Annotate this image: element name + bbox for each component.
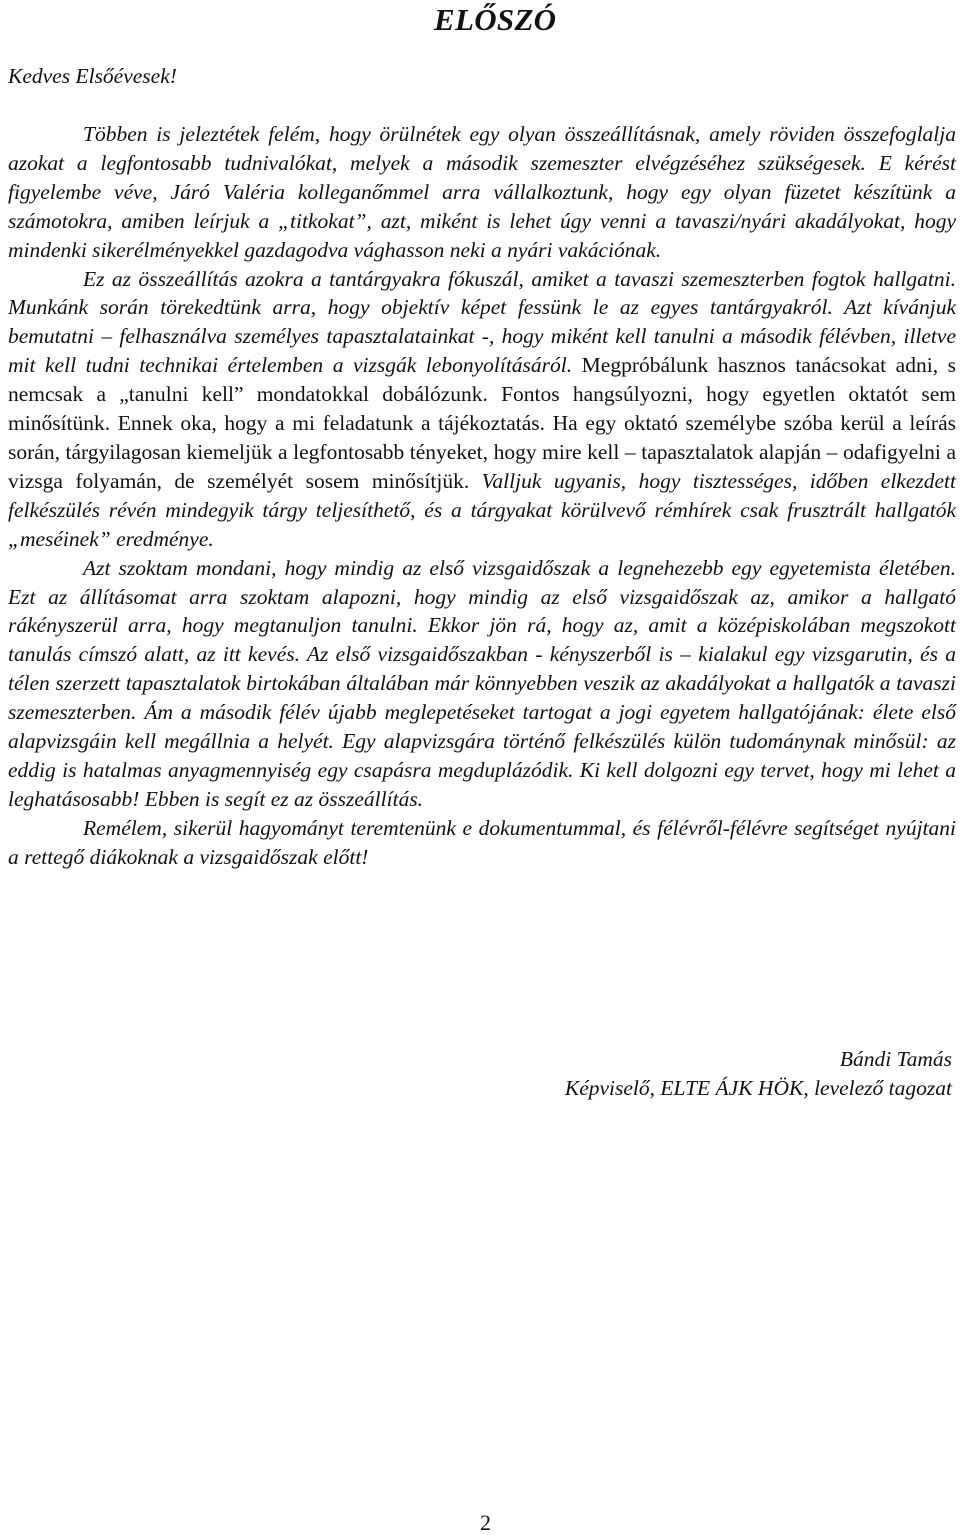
text-run: Ekkor jön rá, hogy az, amit a középiskolában megszokott tanulás címszó alatt, az itt kevés. [8,613,956,667]
text-run: Ez az összeállítás azokra a tantárgyakra fókuszál, amiket a tavaszi szemeszterben fogtok hallgatni. [83,266,956,291]
paragraph-1 [8,120,956,265]
signature-role: Képviselő, ELTE ÁJK HÖK, levelező tagozat [564,1076,952,1100]
text-run: E kérést figyelembe véve, Járó Valéria kolleganőmmel arra vállalkoztunk, hogy egy olyan füzetet készítünk a számotokra, amiben leírjuk a „titkokat”, azt, miként is lehet úgy venni a tavaszi/nyári akadályokat, hogy mindenki sikerélményekkel gazdagodva vághasson neki a nyári vakációnak. [8,150,957,262]
text-run: Megpróbálunk hasznos tanácsokat adni, s nemcsak a „tanulni kell” mondatokkal dobálózunk. [8,353,956,407]
document-body [8,120,956,872]
document-title: ELŐSZÓ [434,2,557,37]
text-run: Fontos hangsúlyozni, hogy egyetlen oktatót sem minősítünk. Ennek oka, hogy a mi feladatunk a tájékoztatás. [8,382,956,436]
paragraph-4 [8,814,956,872]
text-run: Remélem, sikerül hagyományt teremtenünk e dokumentummal, és félévről-félévre segítséget nyújtani a rettegő diákoknak a vizsgaidőszak előtt! [8,815,956,869]
greeting: Kedves Elsőévesek! [8,64,177,88]
text-run: Egy alapvizsgára történő felkészülés külön tudománynak minősül: az eddig is hatalmas anyagmennyiség egy csapásra megduplázódik. [8,729,956,782]
text-run: Ezt az állításomat arra szoktam alapozni, hogy mindig az első vizsgaidőszak az, amikor a hallgató rákényszerül arra, hogy megtanuljon tanulni. [8,584,956,638]
paragraph-3 [8,554,956,814]
text-run: Azt kívánjuk bemutatni – felhasználva személyes tapasztalatainkat -, hogy miként kell tanulni a második félévben, illetve mit kell tudni technikai értelemben a vizsgák lebonyolításáról. [8,295,956,378]
page-number: 2 [480,1510,491,1535]
paragraph-2 [8,265,956,554]
signature-block [565,1045,952,1103]
text-run: Valljuk ugyanis, hogy tisztességes, időben elkezdett felkészülés révén mindegyik tárgy teljesíthető, és a tárgyakat körülvevő rémhírek csak frusztrált hallgatók „meséinek” eredménye. [8,468,957,551]
text-run: Azt szoktam mondani, hogy mindig az első vizsgaidőszak a legnehezebb egy egyetemista életében. [83,555,956,580]
text-run: Ha egy oktató személybe szóba kerül a leírás során, tárgyilagosan kiemeljük a legfontosabb tényeket, hogy mire kell – tapasztalatok alapján – odafigyelni a vizsga folyamán, de személyét sosem minősítjük. [8,411,956,493]
text-run: Többen is jeleztétek felém, hogy örülnétek egy olyan összeállításnak, amely röviden összefoglalja azokat a legfontosabb tudnivalókat, melyek a második szemeszter elvégzéséhez szükségesek. [8,122,956,175]
signature-name: Bándi Tamás [839,1047,952,1071]
text-run: Munkánk során törekedtünk arra, hogy objektív képet fessünk le az egyes tantárgyakról. [8,295,833,320]
text-run: Az első vizsgaidőszakban - kényszerből is – kialakul egy vizsgarutin, és a télen szerzett tapasztalatok birtokában általában már könnyebben veszik az akadályokat a hallgatók a tavaszi szemeszterben. [8,642,956,725]
text-run: Ki kell dolgozni egy tervet, hogy mi lehet a leghatásosabb! Ebben is segít ez az összeállítás. [8,757,956,811]
text-run: Ám a második félév újabb meglepetéseket tartogat a jogi egyetem hallgatójának: élete első alapvizsgáin kell megállnia a helyét. [8,700,956,754]
